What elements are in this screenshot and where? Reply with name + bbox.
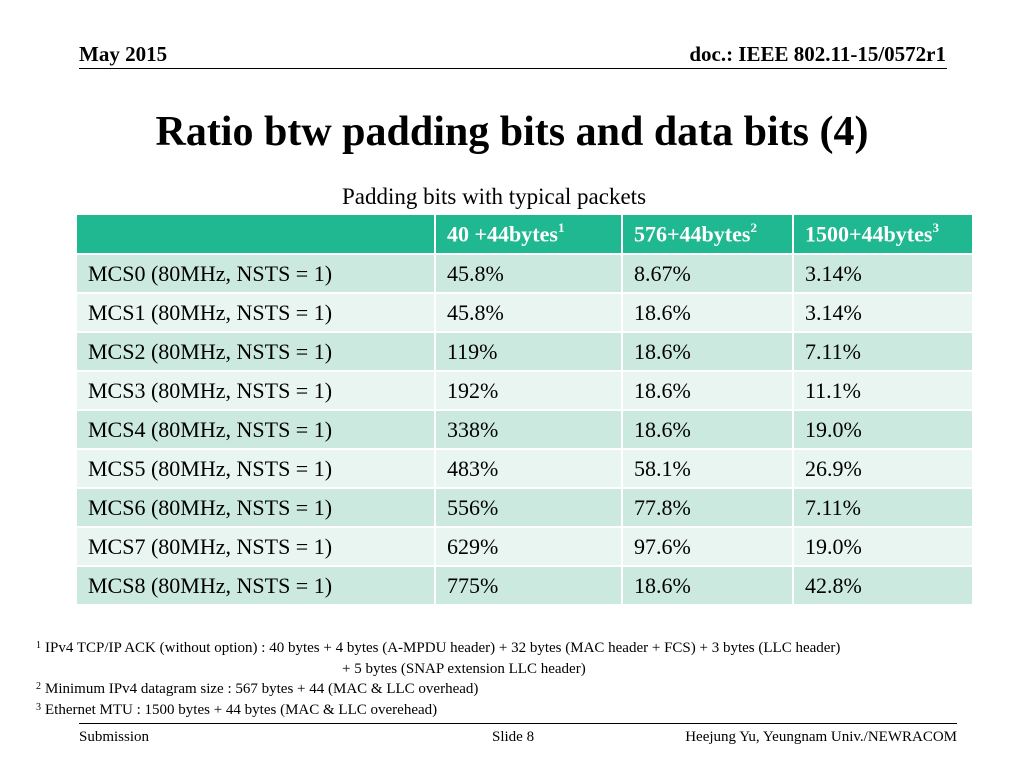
header-cell-1500-44bytes: 1500+44bytes$^3$: [793, 214, 973, 254]
padding-ratio-table: [75, 213, 974, 606]
value-cell: 338%: [435, 410, 622, 449]
row-label-cell: MCS8 (80MHz, NSTS = 1): [76, 566, 435, 605]
table-row: [76, 332, 973, 371]
footer-author: Heejung Yu, Yeungnam Univ./NEWRACOM: [685, 729, 957, 745]
table-row: [76, 449, 973, 488]
header-cell-empty: [76, 214, 435, 254]
footnote-3: $^3$ Ethernet MTU : 1500 bytes + 44 bytes (MAC & LLC overehead): [36, 701, 438, 718]
row-label-cell: MCS7 (80MHz, NSTS = 1): [76, 527, 435, 566]
header-cell-40-44bytes: 40 +44bytes$^1$: [435, 214, 622, 254]
row-label-cell: MCS1 (80MHz, NSTS = 1): [76, 293, 435, 332]
footer-submission: Submission: [79, 729, 150, 745]
value-cell: 97.6%: [622, 527, 793, 566]
value-cell: 7.11%: [793, 488, 973, 527]
value-cell: 11.1%: [793, 371, 973, 410]
row-label-cell: MCS2 (80MHz, NSTS = 1): [76, 332, 435, 371]
header-cell-576-44bytes: 576+44bytes$^2$: [622, 214, 793, 254]
value-cell: 19.0%: [793, 527, 973, 566]
value-cell: 77.8%: [622, 488, 793, 527]
value-cell: 45.8%: [435, 254, 622, 293]
table-body: [76, 254, 973, 605]
value-cell: 483%: [435, 449, 622, 488]
value-cell: 18.6%: [622, 371, 793, 410]
header-divider: [79, 68, 947, 69]
value-cell: 18.6%: [622, 410, 793, 449]
header-date: May 2015: [79, 42, 168, 66]
row-label-cell: MCS6 (80MHz, NSTS = 1): [76, 488, 435, 527]
value-cell: 18.6%: [622, 293, 793, 332]
footer-divider: [79, 723, 957, 724]
footer-slide-number: Slide 8: [492, 729, 535, 745]
value-cell: 775%: [435, 566, 622, 605]
table-row: [76, 371, 973, 410]
footnotes: [36, 638, 996, 720]
value-cell: 18.6%: [622, 332, 793, 371]
value-cell: 42.8%: [793, 566, 973, 605]
value-cell: 26.9%: [793, 449, 973, 488]
table-caption: Padding bits with typical packets: [341, 184, 647, 209]
table-row: [76, 527, 973, 566]
footnote-2: $^2$ Minimum IPv4 datagram size : 567 bytes + 44 (MAC & LLC overhead): [36, 681, 479, 697]
row-label-cell: MCS4 (80MHz, NSTS = 1): [76, 410, 435, 449]
table-row: [76, 566, 973, 605]
value-cell: 8.67%: [622, 254, 793, 293]
value-cell: 18.6%: [622, 566, 793, 605]
table-row: [76, 488, 973, 527]
value-cell: 45.8%: [435, 293, 622, 332]
header-doc-id: doc.: IEEE 802.11-15/0572r1: [689, 42, 946, 66]
value-cell: 119%: [435, 332, 622, 371]
value-cell: 58.1%: [622, 449, 793, 488]
row-label-cell: MCS0 (80MHz, NSTS = 1): [76, 254, 435, 293]
value-cell: 7.11%: [793, 332, 973, 371]
value-cell: 3.14%: [793, 293, 973, 332]
footnote-1: $^1$ IPv4 TCP/IP ACK (without option) : 40 bytes + 4 bytes (A-MPDU header) + 32 bytes (MAC header + FCS) + 3 bytes (LLC header): [36, 640, 841, 656]
slide-title: Ratio btw padding bits and data bits (4): [155, 109, 869, 155]
value-cell: 629%: [435, 527, 622, 566]
value-cell: 556%: [435, 488, 622, 527]
table-row: [76, 254, 973, 293]
footnote-1-continuation: + 5 bytes (SNAP extension LLC header): [342, 660, 586, 677]
table-row: [76, 410, 973, 449]
value-cell: 3.14%: [793, 254, 973, 293]
table-row: [76, 293, 973, 332]
value-cell: 192%: [435, 371, 622, 410]
row-label-cell: MCS5 (80MHz, NSTS = 1): [76, 449, 435, 488]
value-cell: 19.0%: [793, 410, 973, 449]
row-label-cell: MCS3 (80MHz, NSTS = 1): [76, 371, 435, 410]
table-header-row: [76, 214, 973, 254]
